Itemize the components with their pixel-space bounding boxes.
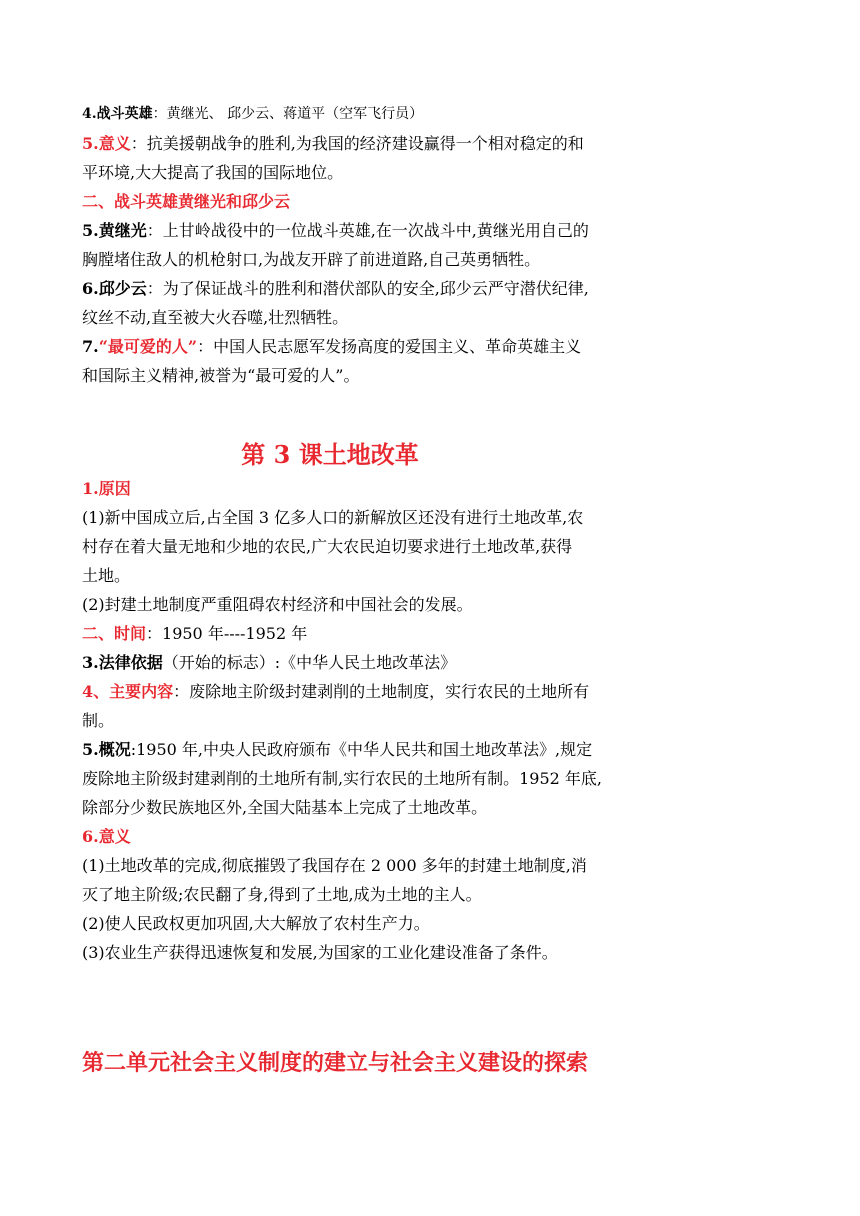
item-5-line-2: 平环境,大大提高了我国的国际地位。 bbox=[82, 163, 344, 182]
section-heroes bbox=[82, 100, 642, 390]
time-text: ：1950 年----1952 年 bbox=[146, 624, 308, 643]
overview-line-2: 废除地主阶级封建剥削的土地所有制,实行农民的土地所有制。1952 年底, bbox=[82, 769, 602, 788]
cause-1-line-1: (1)新中国成立后,占全国 3 亿多人口的新解放区还没有进行土地改革,农 bbox=[82, 508, 584, 527]
item-4-text: ：黄继光、 邱少云、蒋道平（空军飞行员） bbox=[152, 106, 424, 122]
item-5-text-1: ：抗美援朝战争的胜利,为我国的经济建设赢得一个相对稳定的和 bbox=[130, 134, 584, 153]
time-label: 二、时间 bbox=[82, 624, 147, 643]
item-4-label: 4.战斗英雄 bbox=[82, 106, 153, 122]
law-label: 3.法律依据 bbox=[82, 653, 163, 672]
law-line bbox=[82, 648, 642, 677]
cause-2: (2)封建土地制度严重阻碍农村经济和中国社会的发展。 bbox=[82, 595, 473, 614]
item-7-num: 7. bbox=[82, 337, 99, 356]
item-5-line-1 bbox=[82, 129, 642, 158]
content-text-1: ：废除地主阶级封建剥削的土地制度，实行农民的土地所有 bbox=[173, 682, 590, 701]
heading-heroes: 二、战斗英雄黄继光和邱少云 bbox=[82, 192, 291, 211]
item-5b-line-2: 胸膛堵住敌人的机枪射口,为战友开辟了前进道路,自己英勇牺牲。 bbox=[82, 250, 541, 269]
item-6-label: 6.邱少云 bbox=[82, 279, 147, 298]
overview-text-1: :1950 年,中央人民政府颁布《中华人民共和国土地改革法》,规定 bbox=[130, 740, 593, 759]
item-7-label: “最可爱的人” bbox=[98, 337, 198, 356]
item-6-text-1: ：为了保证战斗的胜利和潜伏部队的安全,邱少云严守潜伏纪律, bbox=[146, 279, 589, 298]
item-7-text-1: ：中国人民志愿军发扬高度的爱国主义、革命英雄主义 bbox=[197, 337, 582, 356]
lesson-title: 第 3 课土地改革 bbox=[241, 440, 419, 469]
item-7-line-2: 和国际主义精神,被誉为“最可爱的人”。 bbox=[82, 366, 360, 385]
cause-1-line-2: 村存在着大量无地和少地的农民,广大农民迫切要求进行土地改革,获得 bbox=[82, 537, 573, 556]
significance-2: (2)使人民政权更加巩固,大大解放了农村生产力。 bbox=[82, 914, 430, 933]
item-4-line bbox=[82, 100, 642, 129]
content-line-2: 制。 bbox=[82, 711, 115, 730]
significance-1-line-2: 灭了地主阶级;农民翻了身,得到了土地,成为土地的主人。 bbox=[82, 885, 482, 904]
item-5b-label: 5.黄继光 bbox=[82, 221, 147, 240]
item-7-line-1 bbox=[82, 332, 642, 361]
overview-line-1 bbox=[82, 735, 642, 764]
section-land-reform bbox=[82, 474, 642, 967]
unit-title: 第二单元社会主义制度的建立与社会主义建设的探索 bbox=[82, 1050, 589, 1076]
item-6-line-1 bbox=[82, 274, 642, 303]
overview-label: 5.概况 bbox=[82, 740, 131, 759]
item-5b-text-1: ：上甘岭战役中的一位战斗英雄,在一次战斗中,黄继光用自己的 bbox=[146, 221, 589, 240]
heading-cause: 1.原因 bbox=[82, 479, 131, 498]
significance-1-line-1: (1)土地改革的完成,彻底摧毁了我国存在 2 000 多年的封建土地制度,消 bbox=[82, 856, 587, 875]
significance-3: (3)农业生产获得迅速恢复和发展,为国家的工业化建设准备了条件。 bbox=[82, 943, 558, 962]
item-5b-line-1 bbox=[82, 216, 642, 245]
content-label: 4、主要内容 bbox=[82, 682, 174, 701]
item-6-line-2: 纹丝不动,直至被大火吞噬,壮烈牺牲。 bbox=[82, 308, 349, 327]
overview-line-3: 除部分少数民族地区外,全国大陆基本上完成了土地改革。 bbox=[82, 798, 488, 817]
time-line bbox=[82, 619, 642, 648]
content-line-1 bbox=[82, 677, 642, 706]
law-text: （开始的标志）:《中华人民土地改革法》 bbox=[162, 653, 457, 672]
cause-1-line-3: 土地。 bbox=[82, 566, 131, 585]
item-5-label: 5.意义 bbox=[82, 134, 131, 153]
heading-significance: 6.意义 bbox=[82, 827, 131, 846]
